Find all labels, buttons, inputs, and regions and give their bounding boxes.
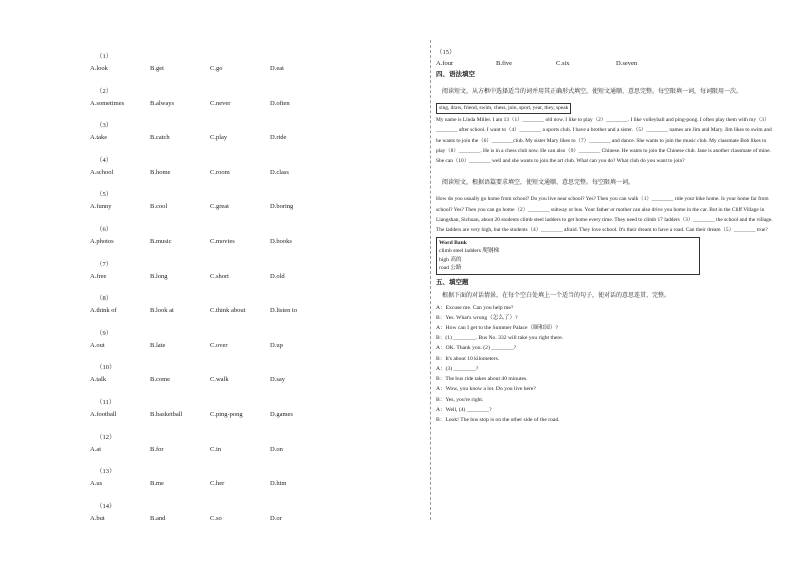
section-title: 四、语法填空 bbox=[436, 71, 475, 78]
question-number: （2） bbox=[96, 87, 113, 95]
option-b: B.me bbox=[150, 480, 164, 488]
question-number: （15） bbox=[436, 49, 456, 56]
option-a: A.free bbox=[90, 272, 107, 280]
option-d: D.up bbox=[270, 341, 283, 349]
option-b: B.for bbox=[150, 445, 164, 453]
question-options bbox=[436, 58, 776, 69]
question-options bbox=[90, 409, 410, 421]
question-options bbox=[90, 374, 410, 386]
dialogue-line: B：Yes, you're right. bbox=[436, 396, 484, 403]
question-options bbox=[90, 513, 410, 525]
question-options bbox=[90, 98, 410, 110]
option-b: B.look at bbox=[150, 307, 174, 315]
question-number: （3） bbox=[96, 122, 113, 130]
question-number: （10） bbox=[96, 364, 116, 372]
dialogue-line: B：The bus ride takes about 40 minutes. bbox=[436, 376, 528, 383]
question-number: （14） bbox=[96, 502, 116, 510]
question-number: （4） bbox=[96, 156, 113, 164]
dialogue-line: A：Excuse me. Can you help me? bbox=[436, 304, 514, 311]
option-d: D.say bbox=[270, 376, 285, 384]
option-c: C.room bbox=[210, 168, 230, 176]
option-c: C.in bbox=[210, 445, 222, 453]
dialogue-line: A：OK. Thank you. (2) ________? bbox=[436, 345, 517, 352]
option-d: D.ride bbox=[270, 134, 287, 142]
option-a: A.sometimes bbox=[90, 99, 125, 107]
option-a: A.at bbox=[90, 445, 102, 453]
question-options bbox=[90, 478, 410, 490]
option-b: B.music bbox=[150, 237, 172, 245]
dialogue-line: A：Wow, you know a lot. Do you live here? bbox=[436, 386, 536, 393]
option-d: D.him bbox=[270, 480, 287, 488]
right-column bbox=[436, 48, 776, 425]
question bbox=[90, 500, 410, 535]
question-number: （1） bbox=[96, 53, 113, 60]
option-a: A.out bbox=[90, 341, 105, 349]
question bbox=[90, 361, 410, 396]
option-d: D.games bbox=[270, 410, 293, 418]
option-a: A.funny bbox=[90, 203, 112, 211]
option-c: C.short bbox=[210, 272, 229, 280]
section-instruction: 阅读短文，根据语篇要求填空，使短文通顺、意思完整。每空限填一词。 bbox=[442, 180, 635, 187]
option-d: D.class bbox=[270, 168, 289, 176]
option-b: B.late bbox=[150, 341, 166, 349]
option-a: A.but bbox=[90, 514, 105, 522]
option-a: A.talk bbox=[90, 376, 107, 384]
option-a: A.football bbox=[90, 410, 117, 418]
option-b: B.basketball bbox=[150, 410, 183, 418]
option-d: D.old bbox=[270, 272, 285, 280]
option-b: B.get bbox=[150, 65, 164, 72]
question-number: （13） bbox=[96, 468, 116, 476]
question-options bbox=[90, 132, 410, 144]
word-bank-title: Word Bank bbox=[439, 239, 467, 246]
option-a: A.school bbox=[90, 168, 114, 176]
word-bank bbox=[436, 237, 700, 275]
dialogue-line: B：It's about 10 kilometers. bbox=[436, 355, 500, 362]
question bbox=[90, 258, 410, 293]
option-a: A.four bbox=[436, 60, 454, 67]
question bbox=[90, 85, 410, 120]
question bbox=[90, 396, 410, 431]
question bbox=[90, 223, 410, 258]
question-number: （8） bbox=[96, 295, 113, 303]
option-c: C.ping-pong bbox=[210, 410, 243, 418]
option-a: A.us bbox=[90, 480, 103, 488]
option-d: D.on bbox=[270, 445, 283, 453]
option-d: D.boring bbox=[270, 203, 294, 211]
option-c: C.great bbox=[210, 203, 229, 211]
question bbox=[90, 465, 410, 500]
question-options bbox=[90, 340, 410, 352]
option-d: D.or bbox=[270, 514, 282, 522]
option-d: D.listen to bbox=[270, 307, 298, 315]
option-a: A.think of bbox=[90, 307, 117, 315]
question bbox=[90, 327, 410, 362]
section-instruction: 阅读短文，从方框中选择适当的词并用其正确形式填空，使短文通顺、意思完整。每空限填一词，每词限用一次。 bbox=[442, 89, 743, 95]
dialogue-line: B：Look! The bus stop is on the other side of the road. bbox=[436, 416, 560, 423]
option-d: D.often bbox=[270, 99, 290, 107]
option-b: B.long bbox=[150, 272, 168, 280]
option-d: D.seven bbox=[616, 60, 638, 67]
word-bank-item: road 公路 bbox=[439, 265, 462, 272]
option-b: B.come bbox=[150, 376, 171, 384]
section-instruction: 根据下面的对话情景，在每个空白处填上一个适当的句子，使对话的意思连贯、完整。 bbox=[442, 292, 671, 299]
option-c: C.six bbox=[556, 60, 570, 67]
question-number: （12） bbox=[96, 433, 116, 441]
question-options bbox=[90, 63, 410, 75]
option-c: C.think about bbox=[210, 307, 246, 315]
column-divider bbox=[430, 40, 431, 520]
question bbox=[90, 119, 410, 154]
option-c: C.never bbox=[210, 99, 231, 107]
question-options bbox=[90, 444, 410, 456]
dialogue-line: A：How can I get to the Summer Palace（颐和园）? bbox=[436, 325, 558, 332]
question-number: （6） bbox=[96, 225, 113, 233]
option-d: D.eat bbox=[270, 65, 284, 72]
passage: How do you usually go home from school? Do you live near school? Yes? Then you can walk（1）________ ride your bike home. Is your home far from school? Yes? Then you can go home（2）________ subway or bus. Your father or mother can also drive you home in the car. But in the Cliff Village in Liangshan, Sichuan, about 20 students climb steel ladders to get home every time. They need to climb 17 ladders（3）________ the school and the village. The ladders are very high, but the students（4）________ afraid. They love school. It's their dream to have a road. Can their dream（5）________ true? bbox=[436, 196, 773, 234]
question-options bbox=[90, 271, 410, 283]
question-number: （11） bbox=[96, 398, 116, 406]
word-box: sing, draw, friend, swim, chess, join, sport, year, they, speak bbox=[436, 103, 571, 114]
question-number: （9） bbox=[96, 329, 113, 337]
question-options bbox=[90, 236, 410, 248]
question bbox=[90, 188, 410, 223]
question-number: （7） bbox=[96, 260, 113, 268]
word-bank-item: climb steel ladders 爬钢梯 bbox=[439, 248, 500, 255]
option-b: B.cool bbox=[150, 203, 168, 211]
option-c: C.movies bbox=[210, 237, 235, 245]
question-options bbox=[90, 167, 410, 179]
passage: My name is Linda Miller. I am 13（1）________ old now. I like to play（2）________. I like volleyball and ping-pong. I often play them with my（3）________ after school. I want to（4）________ a sports club. I have a brother and a sister.（5）________ names are Jim and Mary. Jim likes to swim and he wants to join the（6）________club. My sister Mary likes to（7）________ and dance. She wants to join the music club. My classmate Bob likes to play（8）________. He is in a chess club now. He can also（9）________ Chinese. He wants to join the Chinese club. Jane is another classmate of mine. She can（10）________ well and she wants to join the art club. What can you do? What club do you want to join? bbox=[436, 117, 772, 165]
option-b: B.five bbox=[496, 60, 513, 67]
option-a: A.photos bbox=[90, 237, 114, 245]
section-title: 五、填空题 bbox=[436, 278, 469, 286]
option-b: B.always bbox=[150, 99, 175, 107]
option-a: A.take bbox=[90, 134, 108, 142]
option-c: C.play bbox=[210, 134, 228, 142]
question bbox=[90, 431, 410, 466]
option-b: B.and bbox=[150, 514, 166, 522]
dialogue-line: A：(3) ________? bbox=[436, 365, 479, 372]
option-c: C.so bbox=[210, 514, 222, 522]
question bbox=[90, 292, 410, 327]
option-b: B.catch bbox=[150, 134, 170, 142]
option-c: C.over bbox=[210, 341, 228, 349]
dialogue bbox=[436, 303, 776, 425]
option-a: A.look bbox=[90, 65, 108, 72]
question-options bbox=[90, 305, 410, 317]
dialogue-line: B：Yes. What's wrong（怎么了）? bbox=[436, 314, 518, 321]
question bbox=[90, 154, 410, 189]
left-column bbox=[90, 50, 410, 534]
question bbox=[90, 50, 410, 85]
question-number: （5） bbox=[96, 191, 113, 199]
question-options bbox=[90, 201, 410, 213]
dialogue-line: B：(1) ________. Bus No. 332 will take you right there. bbox=[436, 335, 564, 342]
option-c: C.her bbox=[210, 480, 225, 488]
option-c: C.walk bbox=[210, 376, 229, 384]
word-bank-item: high 高的 bbox=[439, 256, 462, 263]
dialogue-line: A：Well, (4) ________? bbox=[436, 406, 492, 413]
option-c: C.go bbox=[210, 65, 223, 72]
option-b: B.home bbox=[150, 168, 171, 176]
option-d: D.books bbox=[270, 237, 292, 245]
